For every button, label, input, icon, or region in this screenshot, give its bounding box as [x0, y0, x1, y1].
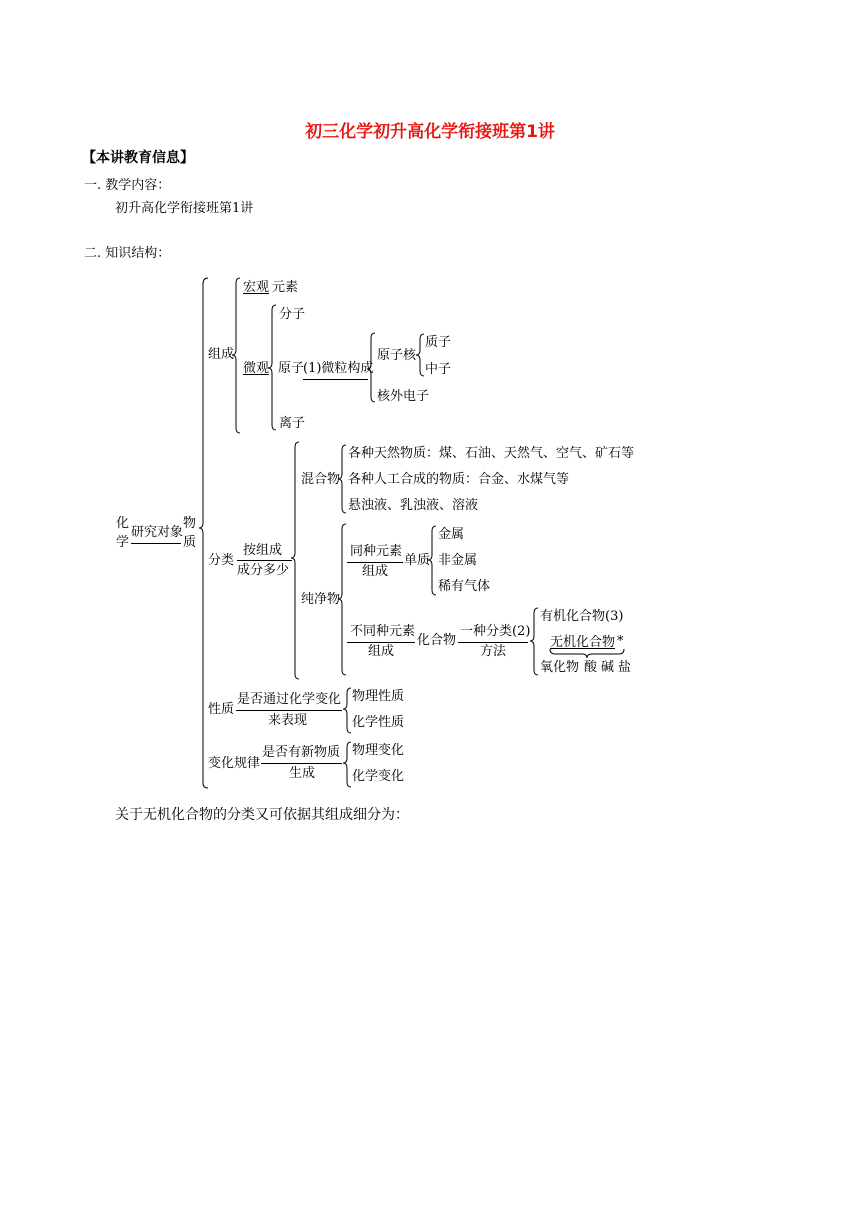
- compound-label: 化合物: [417, 633, 457, 648]
- change-criterion: 是否有新物质: [262, 745, 341, 760]
- property-label: 性质: [208, 702, 235, 717]
- study-object-label: 研究对象: [131, 525, 184, 540]
- change-criterion-line: [261, 763, 342, 764]
- different-element-composed: 组成: [368, 644, 395, 659]
- by-composition-line: [237, 560, 292, 561]
- metal-label: 金属: [438, 527, 465, 542]
- physical-change-label: 物理变化: [352, 743, 405, 758]
- brace-compound: [530, 608, 538, 675]
- brace-change: [343, 742, 351, 787]
- brace-nucleus: [416, 334, 424, 376]
- salt-label: 盐: [618, 660, 632, 675]
- classification-method-line: [458, 642, 528, 643]
- atom-label: 原子: [278, 361, 305, 376]
- mixture-label: 混合物: [301, 472, 341, 487]
- chemical-change-label: 化学变化: [352, 769, 405, 784]
- element-label: 元素: [272, 280, 299, 295]
- inorganic-compound-label: 无机化合物: [550, 635, 616, 650]
- noble-gas-label: 稀有气体: [438, 579, 491, 594]
- acid-label: 酸: [584, 660, 598, 675]
- nonmetal-label: 非金属: [438, 553, 478, 568]
- study-object-line: [131, 543, 181, 544]
- property-criterion: 是否通过化学变化: [237, 692, 342, 707]
- same-element-composed: 组成: [362, 564, 389, 579]
- by-composition-label: 按组成: [243, 543, 283, 558]
- classification-label: 分类: [208, 553, 235, 568]
- simple-substance-label: 单质: [404, 553, 431, 568]
- root-wu: 物: [183, 516, 197, 531]
- particle-structure-line: [303, 379, 368, 380]
- document-title: 初三化学初升高化学衔接班第1讲: [305, 122, 555, 142]
- by-component-amount-label: 成分多少: [237, 563, 290, 578]
- organic-compound-label: 有机化合物(3): [540, 609, 624, 624]
- micro-label: 微观: [243, 361, 270, 376]
- brace-main: [199, 278, 208, 788]
- classification-method-label: 一种分类(2): [460, 624, 531, 639]
- mixture-item-3: 悬浊液、乳浊液、溶液: [348, 498, 479, 513]
- oxide-label: 氧化物: [540, 660, 580, 675]
- different-element-line: [347, 642, 415, 643]
- electron-label: 核外电子: [377, 389, 430, 404]
- item2-label: 二. 知识结构：: [84, 246, 171, 261]
- pure-substance-label: 纯净物: [301, 592, 341, 607]
- base-label: 碱: [601, 660, 615, 675]
- section-header: 【本讲教育信息】: [82, 150, 194, 166]
- same-element-label: 同种元素: [350, 544, 403, 559]
- physical-property-label: 物理性质: [352, 689, 405, 704]
- mixture-item-2: 各种人工合成的物质：合金、水煤气等: [348, 472, 570, 487]
- mixture-item-1: 各种天然物质：煤、石油、天然气、空气、矿石等: [348, 446, 635, 461]
- neutron-label: 中子: [425, 362, 452, 377]
- change-rule-label: 变化规律: [208, 756, 261, 771]
- proton-label: 质子: [425, 335, 452, 350]
- root-xue: 学: [116, 535, 130, 550]
- root-hua: 化: [116, 516, 130, 531]
- item1-content: 初升高化学衔接班第1讲: [115, 201, 254, 216]
- property-criterion-line: [236, 710, 342, 711]
- macro-label: 宏观: [243, 280, 270, 295]
- molecule-label: 分子: [279, 307, 306, 322]
- classification-method-bottom: 方法: [480, 644, 507, 659]
- chemical-property-label: 化学性质: [352, 715, 405, 730]
- particle-structure-label: (1)微粒构成: [303, 361, 374, 376]
- footer-paragraph: 关于无机化合物的分类又可依据其组成细分为：: [115, 807, 409, 823]
- brace-micro: [268, 305, 276, 430]
- nucleus-label: 原子核: [377, 348, 417, 363]
- change-criterion-bottom: 生成: [289, 766, 316, 781]
- root-zhi: 质: [183, 535, 197, 550]
- item1-label: 一. 教学内容：: [84, 178, 171, 193]
- brace-property: [343, 688, 351, 733]
- brace-classification: [291, 442, 299, 679]
- ion-label: 离子: [279, 416, 306, 431]
- composition-label: 组成: [208, 347, 235, 362]
- inorganic-star: *: [617, 634, 624, 649]
- different-element-label: 不同种元素: [350, 624, 416, 639]
- property-criterion-bottom: 来表现: [268, 713, 308, 728]
- same-element-line: [347, 562, 403, 563]
